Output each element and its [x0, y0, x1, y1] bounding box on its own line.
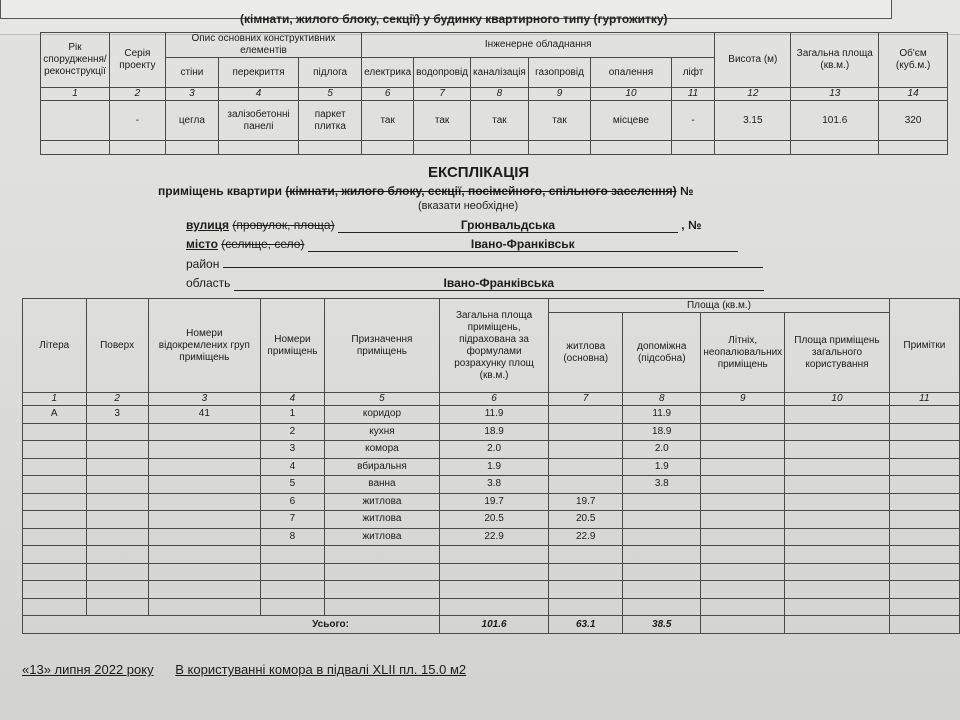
table-cell [23, 563, 87, 581]
room-rows [23, 406, 960, 616]
table-cell [148, 423, 260, 441]
hdr-water: водопровід [414, 58, 471, 88]
region-label: область [186, 276, 231, 290]
city-line [186, 237, 738, 252]
explication-title: ЕКСПЛІКАЦІЯ [428, 164, 530, 181]
table-cell: 3.8 [439, 476, 548, 494]
table-cell [785, 458, 890, 476]
table-cell [701, 546, 785, 564]
top-number-row [41, 88, 948, 101]
subtitle-prefix: приміщень квартири [158, 184, 282, 198]
hdr-ceiling: перекриття [219, 58, 299, 88]
main-num: 3 [148, 393, 260, 406]
top-num: 6 [362, 88, 414, 101]
table-cell [261, 581, 325, 599]
top-cell: - [671, 101, 715, 141]
table-cell: 1.9 [623, 458, 701, 476]
table-cell: 4 [261, 458, 325, 476]
top-num: 7 [414, 88, 471, 101]
table-cell [701, 406, 785, 424]
table-cell: 2 [261, 423, 325, 441]
top-cell: так [528, 101, 590, 141]
hdr-common: Площа приміщень загального користування [785, 313, 890, 393]
city-struck: (селище, село) [221, 237, 305, 251]
table-cell [86, 476, 148, 494]
table-cell [889, 563, 959, 581]
table-cell [148, 581, 260, 599]
table-row [23, 406, 960, 424]
table-cell: 1 [261, 406, 325, 424]
table-cell [549, 598, 623, 616]
street-line [186, 218, 701, 233]
table-cell [785, 423, 890, 441]
table-cell [324, 581, 439, 599]
table-cell [623, 511, 701, 529]
table-cell: 3 [261, 441, 325, 459]
table-cell [23, 581, 87, 599]
table-row [23, 598, 960, 616]
table-cell: 18.9 [623, 423, 701, 441]
hdr-area-group: Площа (кв.м.) [549, 299, 890, 313]
total-row [23, 616, 960, 634]
table-cell: 1.9 [439, 458, 548, 476]
hdr-purpose: Призначення приміщень [324, 299, 439, 393]
top-cell: паркет плитка [299, 101, 362, 141]
region-value: Івано-Франківська [234, 276, 764, 291]
table-cell [785, 546, 890, 564]
table-row [23, 441, 960, 459]
top-cell: цегла [165, 101, 218, 141]
table-cell: А [23, 406, 87, 424]
table-cell [439, 546, 548, 564]
table-cell [623, 546, 701, 564]
table-cell [623, 528, 701, 546]
district-label: район [186, 257, 220, 271]
table-cell [148, 528, 260, 546]
table-cell [701, 458, 785, 476]
table-cell: 2.0 [623, 441, 701, 459]
table-cell [86, 458, 148, 476]
table-cell: 2.0 [439, 441, 548, 459]
table-cell: вбиральня [324, 458, 439, 476]
table-cell [86, 581, 148, 599]
table-cell [549, 441, 623, 459]
hdr-elec: електрика [362, 58, 414, 88]
table-row [23, 493, 960, 511]
top-cell: так [471, 101, 529, 141]
top-cell: - [109, 101, 165, 141]
table-cell [148, 476, 260, 494]
main-num: 2 [86, 393, 148, 406]
explication-note: (вказати необхідне) [418, 200, 519, 212]
total-living: 63.1 [549, 616, 623, 634]
table-cell [889, 423, 959, 441]
footer-remark: В користуванні комора в підвалі XLII пл. 15.0 м2 [175, 662, 467, 677]
main-num: 10 [785, 393, 890, 406]
table-row [23, 511, 960, 529]
hdr-lift: ліфт [671, 58, 715, 88]
table-cell [785, 528, 890, 546]
main-num: 5 [324, 393, 439, 406]
table-cell [701, 493, 785, 511]
table-cell: 41 [148, 406, 260, 424]
table-cell [549, 581, 623, 599]
main-num: 4 [261, 393, 325, 406]
table-cell [23, 458, 87, 476]
city-value: Івано-Франківськ [308, 237, 738, 252]
hdr-heating: опалення [591, 58, 672, 88]
region-line [186, 276, 764, 291]
hdr-area: Загальна площа (кв.м.) [791, 33, 879, 88]
table-cell [701, 563, 785, 581]
top-cell: залізобетонні панелі [219, 101, 299, 141]
table-cell [86, 441, 148, 459]
table-row [23, 546, 960, 564]
top-num: 10 [591, 88, 672, 101]
table-cell [549, 458, 623, 476]
table-cell [148, 458, 260, 476]
table-cell [86, 563, 148, 581]
table-cell [324, 563, 439, 581]
top-cell: 101.6 [791, 101, 879, 141]
table-cell [23, 493, 87, 511]
table-cell [549, 406, 623, 424]
total-area: 101.6 [439, 616, 548, 634]
table-cell [785, 598, 890, 616]
table-cell: 11.9 [623, 406, 701, 424]
table-cell [889, 493, 959, 511]
table-cell [785, 563, 890, 581]
top-num: 3 [165, 88, 218, 101]
hdr-living: житлова (основна) [549, 313, 623, 393]
main-num: 7 [549, 393, 623, 406]
hdr-walls: стіни [165, 58, 218, 88]
hdr-notes: Примітки [889, 299, 959, 393]
table-cell: ванна [324, 476, 439, 494]
top-num: 12 [715, 88, 791, 101]
table-cell: 18.9 [439, 423, 548, 441]
table-cell [148, 511, 260, 529]
table-cell [623, 598, 701, 616]
top-caption: (кімнати, жилого блоку, секції) у будинку квартирного типу (гуртожитку) [240, 12, 668, 26]
table-cell [889, 581, 959, 599]
hdr-aux: допоміжна (підсобна) [623, 313, 701, 393]
table-cell [623, 581, 701, 599]
hdr-gas: газопровід [528, 58, 590, 88]
hdr-summer: Літніх, неопалювальних приміщень [701, 313, 785, 393]
table-row [23, 476, 960, 494]
top-num: 14 [879, 88, 948, 101]
hdr-year: Рік спорудження/реконструкції [41, 33, 110, 88]
table-cell [889, 528, 959, 546]
table-cell [889, 476, 959, 494]
table-cell [261, 546, 325, 564]
table-cell [549, 423, 623, 441]
top-cell: так [362, 101, 414, 141]
table-cell [785, 406, 890, 424]
hdr-eng-group: Інженерне обладнання [362, 33, 715, 58]
hdr-total: Загальна площа приміщень, підрахована за формулами розрахунку площ (кв.м.) [439, 299, 548, 393]
table-cell: 3.8 [623, 476, 701, 494]
table-cell [23, 546, 87, 564]
main-num: 8 [623, 393, 701, 406]
top-cell [41, 101, 110, 141]
table-cell [324, 598, 439, 616]
table-cell: 8 [261, 528, 325, 546]
top-empty-row [41, 141, 948, 155]
table-cell [86, 493, 148, 511]
table-cell [701, 598, 785, 616]
table-cell [889, 458, 959, 476]
table-cell: 20.5 [439, 511, 548, 529]
table-cell [86, 598, 148, 616]
top-cell: так [414, 101, 471, 141]
table-cell [701, 581, 785, 599]
table-cell: 19.7 [549, 493, 623, 511]
table-cell [324, 546, 439, 564]
total-label: Усього: [23, 616, 440, 634]
table-cell: 22.9 [439, 528, 548, 546]
table-cell [889, 546, 959, 564]
table-cell: 20.5 [549, 511, 623, 529]
table-cell [785, 581, 890, 599]
table-cell [86, 511, 148, 529]
footer-date: «13» липня 2022 року [22, 662, 154, 677]
table-cell [549, 546, 623, 564]
table-cell [86, 528, 148, 546]
main-number-row [23, 393, 960, 406]
table-cell [148, 563, 260, 581]
explication-subtitle [158, 184, 693, 198]
table-cell: комора [324, 441, 439, 459]
table-cell [23, 441, 87, 459]
table-cell [889, 441, 959, 459]
table-cell [889, 406, 959, 424]
table-cell: 6 [261, 493, 325, 511]
table-cell [23, 528, 87, 546]
top-num: 2 [109, 88, 165, 101]
table-row [23, 581, 960, 599]
table-cell: 11.9 [439, 406, 548, 424]
street-struck: (провулок, площа) [232, 218, 335, 232]
table-cell: житлова [324, 493, 439, 511]
top-cell: 320 [879, 101, 948, 141]
main-num: 6 [439, 393, 548, 406]
district-line [186, 257, 763, 271]
top-num: 4 [219, 88, 299, 101]
top-data-row [41, 101, 948, 141]
table-cell [148, 598, 260, 616]
city-label: місто [186, 237, 218, 251]
table-cell [889, 511, 959, 529]
street-label: вулиця [186, 218, 229, 232]
top-num: 8 [471, 88, 529, 101]
table-cell [148, 441, 260, 459]
top-num: 5 [299, 88, 362, 101]
table-cell [549, 476, 623, 494]
main-num: 11 [889, 393, 959, 406]
table-cell [23, 511, 87, 529]
table-row [23, 563, 960, 581]
table-cell [549, 563, 623, 581]
top-cell: місцеве [591, 101, 672, 141]
table-cell [261, 598, 325, 616]
table-cell: 19.7 [439, 493, 548, 511]
hdr-rooms: Номери приміщень [261, 299, 325, 393]
footer-line [22, 662, 466, 677]
table-cell [148, 493, 260, 511]
hdr-sewer: каналізація [471, 58, 529, 88]
table-cell: житлова [324, 528, 439, 546]
total-aux: 38.5 [623, 616, 701, 634]
table-cell [889, 598, 959, 616]
table-cell: коридор [324, 406, 439, 424]
table-row [23, 423, 960, 441]
table-cell [261, 563, 325, 581]
subtitle-struck: (кімнати, жилого блоку, секції, посімейного, спільного заселення) [285, 184, 677, 198]
table-cell: 3 [86, 406, 148, 424]
hdr-volume: Об'єм (куб.м.) [879, 33, 948, 88]
hdr-struct-group: Опис основних конструктивних елементів [165, 33, 361, 58]
top-num: 13 [791, 88, 879, 101]
table-cell [86, 423, 148, 441]
main-num: 9 [701, 393, 785, 406]
table-cell: 22.9 [549, 528, 623, 546]
hdr-height: Висота (м) [715, 33, 791, 88]
street-no: , № [681, 218, 702, 232]
hdr-groups: Номери відокремлених груп приміщень [148, 299, 260, 393]
table-cell [701, 423, 785, 441]
top-num: 9 [528, 88, 590, 101]
table-cell: 5 [261, 476, 325, 494]
table-row [23, 458, 960, 476]
table-cell [439, 581, 548, 599]
table-cell [23, 598, 87, 616]
main-num: 1 [23, 393, 87, 406]
table-cell [785, 441, 890, 459]
table-cell [439, 598, 548, 616]
table-cell [439, 563, 548, 581]
table-cell [785, 511, 890, 529]
table-cell [23, 423, 87, 441]
table-cell [86, 546, 148, 564]
table-cell [148, 546, 260, 564]
table-cell [701, 476, 785, 494]
top-num: 1 [41, 88, 110, 101]
table-cell [785, 493, 890, 511]
table-cell [23, 476, 87, 494]
table-cell [623, 493, 701, 511]
hdr-series: Серія проекту [109, 33, 165, 88]
hdr-floor: підлога [299, 58, 362, 88]
district-value [223, 267, 763, 268]
top-cell: 3.15 [715, 101, 791, 141]
table-cell [701, 441, 785, 459]
hdr-litera: Літера [23, 299, 87, 393]
table-cell [623, 563, 701, 581]
table-cell: житлова [324, 511, 439, 529]
table-cell: кухня [324, 423, 439, 441]
street-value: Грюнвальдська [338, 218, 678, 233]
table-row [23, 528, 960, 546]
subtitle-no: № [679, 184, 694, 198]
top-num: 11 [671, 88, 715, 101]
explication-table [22, 298, 960, 634]
hdr-floor-no: Поверх [86, 299, 148, 393]
table-cell [785, 476, 890, 494]
table-cell [701, 511, 785, 529]
table-cell: 7 [261, 511, 325, 529]
table-cell [701, 528, 785, 546]
building-table [40, 32, 948, 155]
